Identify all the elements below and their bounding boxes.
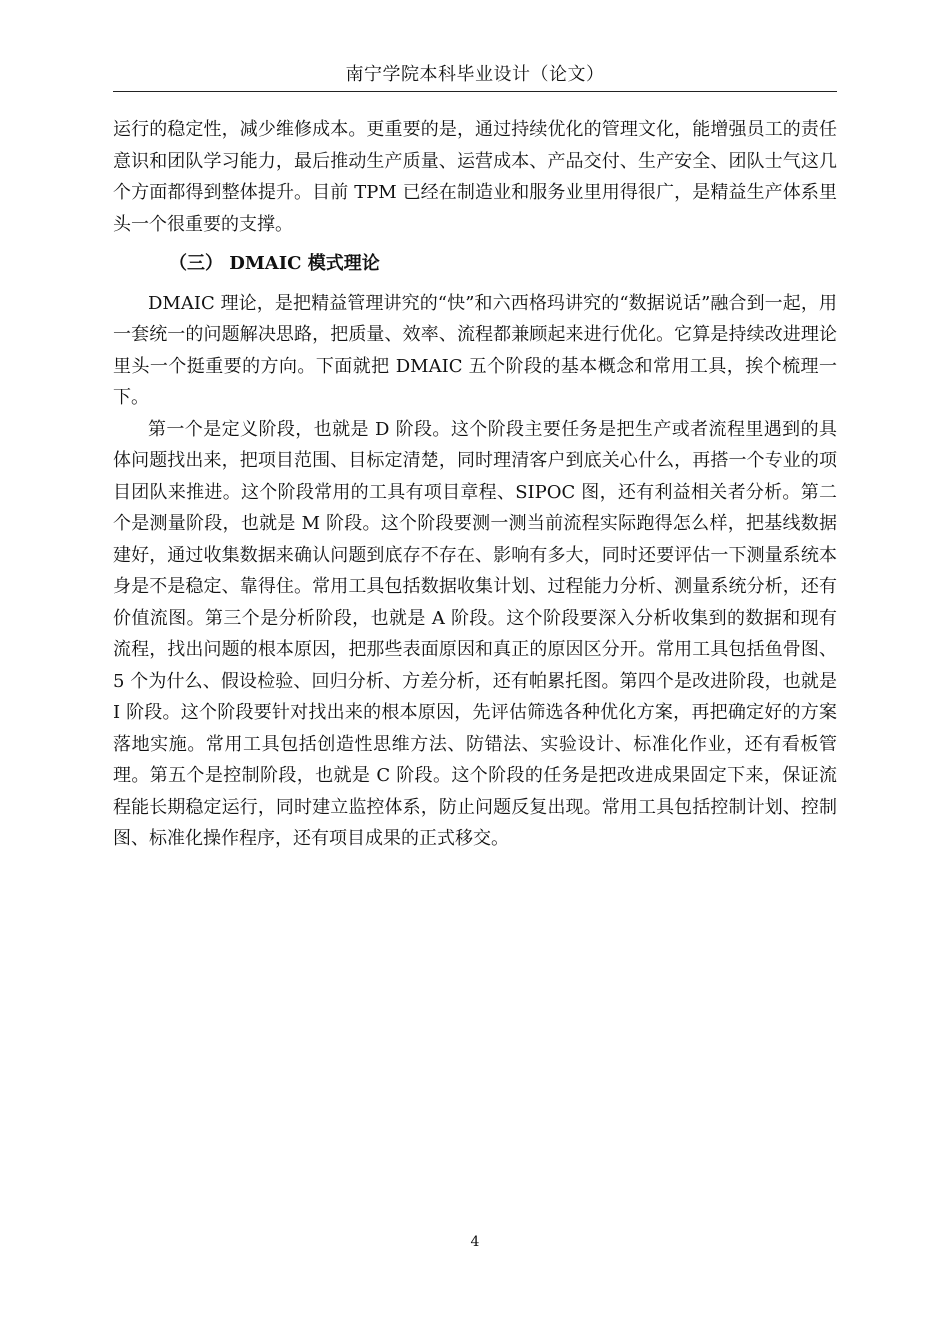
paragraph-continuation: 运行的稳定性，减少维修成本。更重要的是，通过持续优化的管理文化，能增强员工的责任意识和团队学习能力，最后推动生产质量、运营成本、产品交付、生产安全、团队士气这几个方面都得到整体提升。目前 TPM 已经在制造业和服务业里用得很广，是精益生产体系里头一个很重要的支撑。 (113, 119, 837, 235)
section-heading: （三） DMAIC 模式理论 (169, 253, 380, 274)
page-number: 4 (470, 1234, 480, 1250)
document-body (113, 114, 837, 855)
header-divider (113, 91, 837, 92)
page-header-title: 南宁学院本科毕业设计（论文） (345, 64, 605, 85)
paragraph-dmaic-phases: 第一个是定义阶段，也就是 D 阶段。这个阶段主要任务是把生产或者流程里遇到的具体问题找出来，把项目范围、目标定清楚，同时理清客户到底关心什么，再搭一个专业的项目团队来推进。这个阶段常用的工具有项目章程、SIPOC 图，还有利益相关者分析。第二个是测量阶段，也就是 M 阶段。这个阶段要测一测当前流程实际跑得怎么样，把基线数据建好，通过收集数据来确认问题到底存不存在、影响有多大，同时还要评估一下测量系统本身是不是稳定、靠得住。常用工具包括数据收集计划、过程能力分析、测量系统分析，还有价值流图。第三个是分析阶段，也就是 A 阶段。这个阶段要深入分析收集到的数据和现有流程，找出问题的根本原因，把那些表面原因和真正的原因区分开。常用工具包括鱼骨图、5 个为什么、假设检验、回归分析、方差分析，还有帕累托图。第四个是改进阶段，也就是 I 阶段。这个阶段要针对找出来的根本原因，先评估筛选各种优化方案，再把确定好的方案落地实施。常用工具包括创造性思维方法、防错法、实验设计、标准化作业，还有看板管理。第五个是控制阶段，也就是 C 阶段。这个阶段的任务是把改进成果固定下来，保证流程能长期稳定运行，同时建立监控体系，防止问题反复出现。常用工具包括控制计划、控制图、标准化操作程序，还有项目成果的正式移交。 (113, 418, 837, 849)
paragraph-dmaic-intro: DMAIC 理论，是把精益管理讲究的“快”和六西格玛讲究的“数据说话”融合到一起，用一套统一的问题解决思路，把质量、效率、流程都兼顾起来进行优化。它算是持续改进理论里头一个挺重要的方向。下面就把 DMAIC 五个阶段的基本概念和常用工具，挨个梳理一下。 (113, 292, 837, 408)
